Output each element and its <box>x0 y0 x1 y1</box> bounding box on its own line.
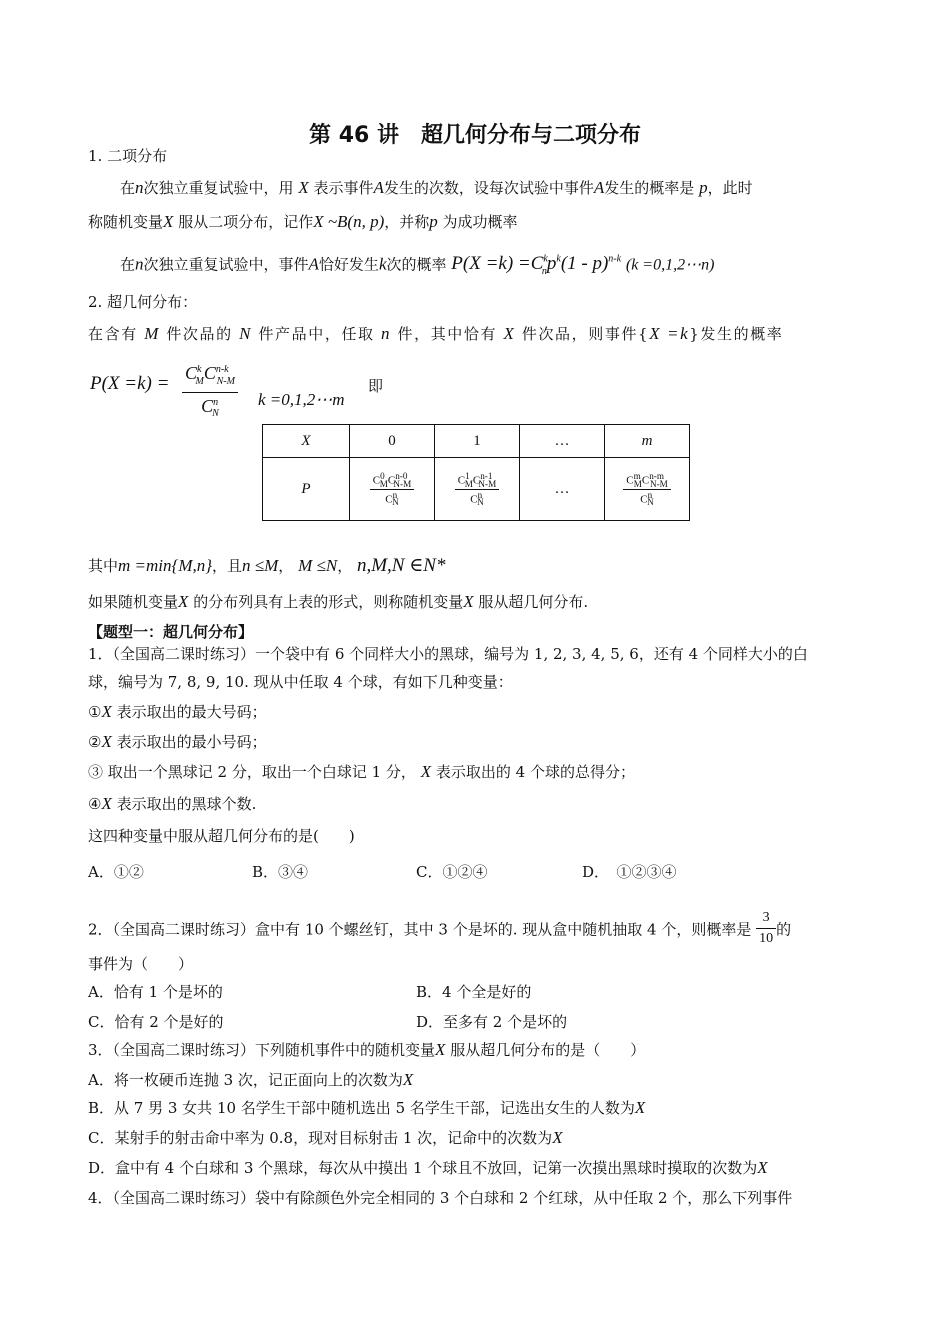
q2-line-1: 2．（全国高二课时练习）盒中有 10 个螺丝钉，其中 3 个是坏的. 现从盒中随机抽取 4 个，则概率是 $\frac{3}{10}$ 的 <box>88 910 791 951</box>
q2-fraction: $\frac{3}{10}$ <box>756 908 776 949</box>
hypergeometric-fraction: $C^k_MC^{n-k}_{N-M}$ $C^n_N$ <box>182 360 238 424</box>
page-title: 第 46 讲 超几何分布与二项分布 <box>309 123 641 148</box>
table-cell-prob-m: $\frac{C^m_MC^{n-m}_{N-M}}{C^n_N}$ <box>605 458 690 521</box>
q1-option-b: B．③④ <box>252 863 309 881</box>
q1-choice-2: ②X 表示取出的最小号码； <box>88 732 267 751</box>
binomial-formula: $P(X =k) =C^k_np^k(1 - p)^{n-k}$ <box>451 253 622 278</box>
section-1-para-1: 在n次独立重复试验中，用 X 表示事件A发生的次数，设每次试验中事件A发生的概率是 p，此时 <box>120 178 753 197</box>
section-2-para-1: 在含有 M 件次品的 N 件产品中，任取 n 件，其中恰有 X 件次品，则事件{X =k}发生的概率 <box>88 324 784 343</box>
table-header-cell: 1 <box>435 425 520 458</box>
table-cell-prob-1: $\frac{C^1_MC^{n-1}_{N-M}}{C^n_N}$ <box>435 458 520 521</box>
section-1-para-3: 在n次独立重复试验中，事件A恰好发生k次的概率 $P(X =k) =C^k_np^k(1 - p)^{n-k}$ (k =0,1,2⋯n) <box>120 253 715 278</box>
table-header-cell: 0 <box>350 425 435 458</box>
type-heading: 【题型一：超几何分布】 <box>88 623 254 641</box>
condition-line: 其中m =min{M,n}，且n ≤M， M ≤N， n,M,N ∈N* <box>88 555 446 576</box>
q2-option-b: B．4 个全是好的 <box>416 983 532 1001</box>
q3-option-a: A．将一枚硬币连抛 3 次，记正面向上的次数为X <box>88 1070 414 1089</box>
q2-option-c: C．恰有 2 个是好的 <box>88 1013 224 1031</box>
q1-line-1: 1．（全国高二课时练习）一个袋中有 6 个同样大小的黑球，编号为 1, 2, 3, 4, 5, 6，还有 4 个同样大小的白 <box>88 645 808 663</box>
q2-option-a: A．恰有 1 个是坏的 <box>88 983 223 1001</box>
q2-line-2: 事件为（ ） <box>88 955 194 973</box>
q4-line-1: 4．（全国高二课时练习）袋中有除颜色外完全相同的 3 个白球和 2 个红球，从中任取 2 个，那么下列事件 <box>88 1189 793 1207</box>
definition-line: 如果随机变量X 的分布列具有上表的形式，则称随机变量X 服从超几何分布. <box>88 592 589 611</box>
q1-ask: 这四种变量中服从超几何分布的是( ) <box>88 827 355 845</box>
table-header-cell: m <box>605 425 690 458</box>
table-cell-ellipsis: … <box>520 458 605 521</box>
section-1-heading: 1. 二项分布 <box>88 147 168 165</box>
q1-choice-3: ③ 取出一个黑球记 2 分，取出一个白球记 1 分， X 表示取出的 4 个球的总得分； <box>88 762 635 781</box>
q1-option-c: C．①②④ <box>416 863 488 881</box>
section-2-heading: 2. 超几何分布： <box>88 293 198 311</box>
q3-option-c: C．某射手的射击命中率为 0.8，现对目标射击 1 次，记命中的次数为X <box>88 1128 563 1147</box>
document-page: 第 46 讲 超几何分布与二项分布 1. 二项分布 在n次独立重复试验中，用 X 表示事件A发生的次数，设每次试验中事件A发生的概率是 p，此时 称随机变量X 服从二项分布，记作X ~B(n, p)，并称p 为成功概率 在n次独立重复试验中，事件A恰好发生k次的概率 $P(X =k) =C^k_np^k(1 - p)^{n-k}$ (k =0,1,2⋯n) 2. 超几何分布： 在含有 M 件次品的 N 件产品中，任取 n 件，其中恰有 X 件次品，则事件{X =k}发生的概率 P(X =k) = $C^k_MC^{n-k}_{N-M}$ $C^n_N$ k =0,1,2⋯m 即 X 0 1 … m P $\frac{C^0_MC^{n-0}_{N-M}}{C^n_N}$ $\frac{C^1_MC^{n-1}_{N-M}}{C^n_N}$ … $\frac{C^m_MC^{n-m}_{N-M}}{C^n_N}$ 其中m =min{M,n}，且n ≤M， M ≤N， n,M,N ∈N* 如果随机变量X 的分布列具有上表的形式，则称随机变量X 服从超几何分布. 【题型一：超几何分布】 1．（全国高二课时练习）一个袋中有 6 个同样大小的黑球，编号为 1, 2, 3, 4, 5, 6，还有 4 个同样大小的白 球，编号为 7, 8, 9, 10. 现从中任取 4 个球，有如下几种变量： ①X 表示取出的最大号码； ②X 表示取出的最小号码； ③ 取出一个黑球记 2 分，取出一个白球记 1 分， X 表示取出的 4 个球的总得分； ④X 表示取出的黑球个数. 这四种变量中服从超几何分布的是( ) A．①② B．③④ C．①②④ D． ①②③④ 2．（全国高二课时练习）盒中有 10 个螺丝钉，其中 3 个是坏的. 现从盒中随机抽取 4 个，则概率是 $\frac{3}{10}$ 的 事件为（ ） A．恰有 1 个是坏的 B．4 个全是好的 C．恰有 2 个是好的 D．至多有 2 个是坏的 3．（全国高二课时练习）下列随机事件中的随机变量X 服从超几何分布的是（ ） A．将一枚硬币连抛 3 次，记正面向上的次数为X B．从 7 男 3 女共 10 名学生干部中随机选出 5 名学生干部，记选出女生的人数为X C．某射手的射击命中率为 0.8，现对目标射击 1 次，记命中的次数为X D．盒中有 4 个白球和 3 个黑球，每次从中摸出 1 个球且不放回，记第一次摸出黑球时摸取的次数为X 4．（全国高二课时练习）袋中有除颜色外完全相同的 3 个白球和 2 个红球，从中任取 2 个，那么下列事件 <box>0 0 950 1344</box>
table-row-label: P <box>263 458 350 521</box>
section-1-para-2: 称随机变量X 服从二项分布，记作X ~B(n, p)，并称p 为成功概率 <box>88 212 518 231</box>
q3-option-b: B．从 7 男 3 女共 10 名学生干部中随机选出 5 名学生干部，记选出女生的人数为X <box>88 1098 646 1117</box>
table-cell-prob-0: $\frac{C^0_MC^{n-0}_{N-M}}{C^n_N}$ <box>350 458 435 521</box>
q1-option-a: A．①② <box>88 863 144 881</box>
q2-option-d: D．至多有 2 个是坏的 <box>416 1013 568 1031</box>
table-header-cell: … <box>520 425 605 458</box>
table-header-cell: X <box>263 425 350 458</box>
q1-option-d: D． ①②③④ <box>582 863 677 881</box>
q3-line-1: 3．（全国高二课时练习）下列随机事件中的随机变量X 服从超几何分布的是（ ） <box>88 1040 646 1059</box>
q3-option-d: D．盒中有 4 个白球和 3 个黑球，每次从中摸出 1 个球且不放回，记第一次摸出黑球时摸取的次数为X <box>88 1158 768 1177</box>
table-header-row <box>263 425 690 458</box>
table-prob-row <box>263 458 690 521</box>
distribution-table <box>262 424 690 521</box>
q1-choice-4: ④X 表示取出的黑球个数. <box>88 794 257 813</box>
q1-line-2: 球，编号为 7, 8, 9, 10. 现从中任取 4 个球，有如下几种变量： <box>88 673 513 691</box>
q1-choice-1: ①X 表示取出的最大号码； <box>88 702 267 721</box>
